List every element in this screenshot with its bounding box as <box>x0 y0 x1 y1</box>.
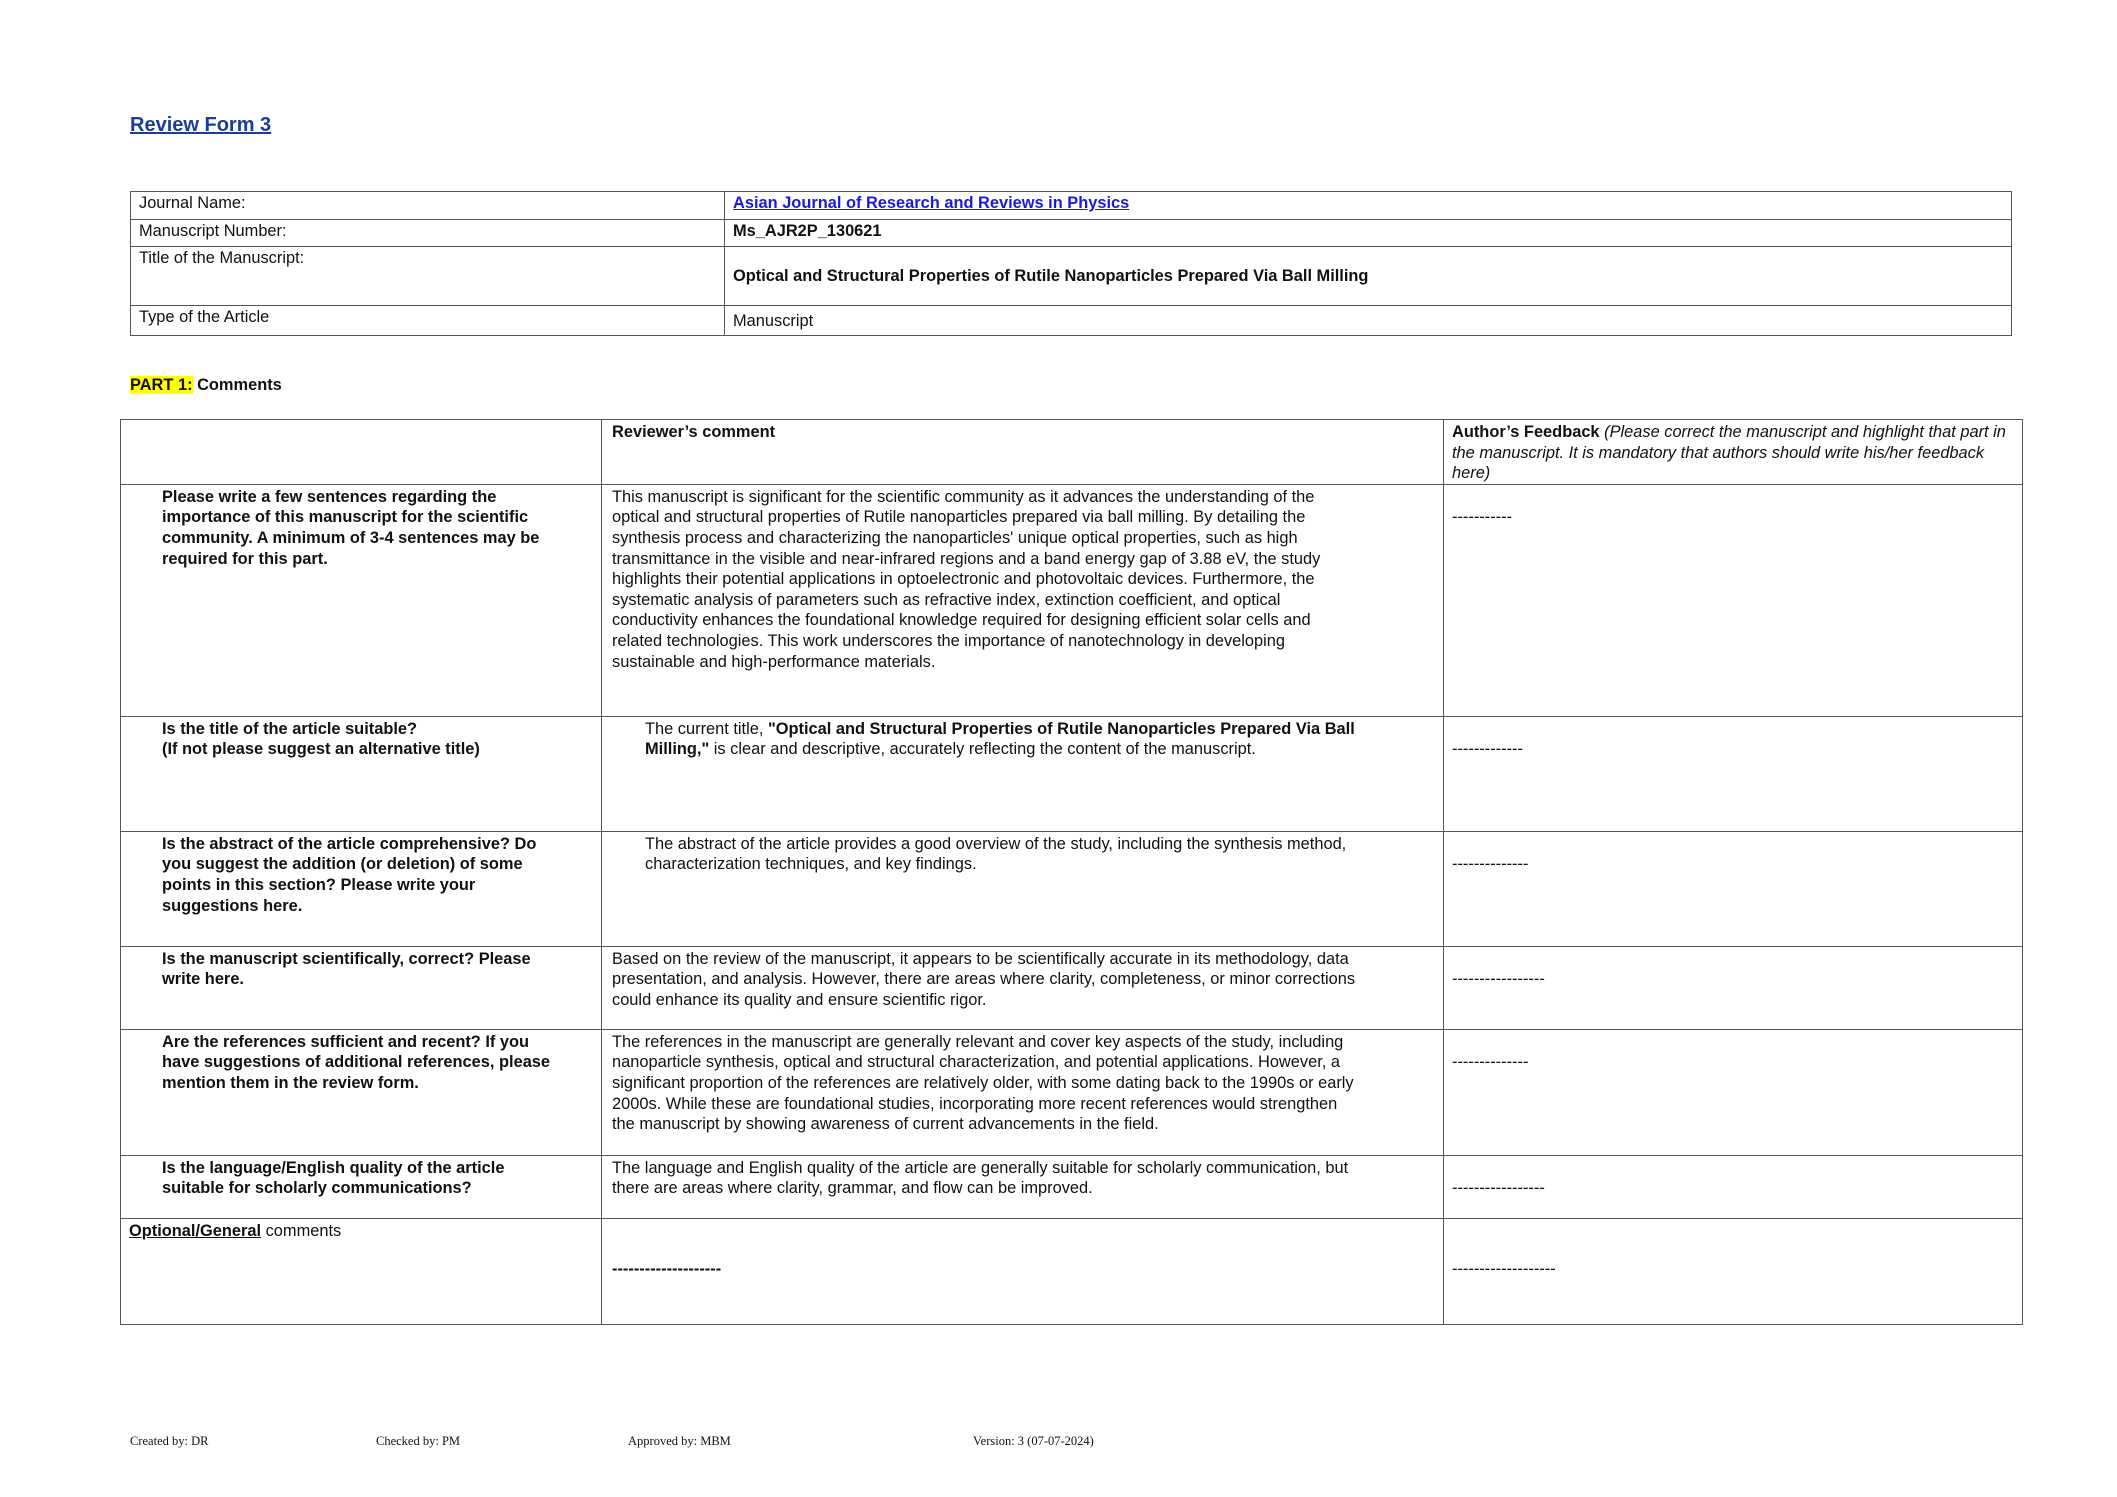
author-feedback[interactable]: -------------- <box>1444 831 2023 946</box>
review-comments-table <box>120 419 2023 1325</box>
optional-reviewer-comment[interactable]: -------------------- <box>602 1218 1444 1324</box>
optional-comments-label <box>121 1218 602 1324</box>
comment-text: The current title, <box>645 719 768 738</box>
author-feedback[interactable]: ------------- <box>1444 716 2023 831</box>
comments-label: comments <box>261 1221 342 1240</box>
comment-text: is clear and descriptive, accurately reflecting the content of the manuscript. <box>709 740 1256 759</box>
table-row-optional <box>121 1218 2023 1324</box>
journal-name-label: Journal Name: <box>131 192 725 220</box>
manuscript-number-value: Ms_AJR2P_130621 <box>725 220 2012 247</box>
footer-created-by: Created by: DR <box>130 1434 209 1448</box>
table-row <box>121 716 2023 831</box>
question: Is the language/English quality of the article suitable for scholarly communications? <box>121 1155 602 1218</box>
author-feedback[interactable]: ----------------- <box>1444 1155 2023 1218</box>
manuscript-number-label: Manuscript Number: <box>131 220 725 247</box>
reviewer-comment[interactable]: Based on the review of the manuscript, it appears to be scientifically accurate in its methodology, data presentation, and analysis. However, there are areas where clarity, completeness, or minor corrections could enhance its quality and ensure scientific rigor. <box>602 946 1444 1029</box>
reviewer-comment[interactable]: The abstract of the article provides a good overview of the study, including the synthesis method, characterization techniques, and key findings. <box>602 831 1444 946</box>
author-feedback-title: Author’s Feedback <box>1452 423 1600 441</box>
table-row <box>121 1029 2023 1155</box>
part1-heading <box>130 376 282 395</box>
footer-approved-by: Approved by: MBM <box>628 1434 731 1448</box>
journal-name-link[interactable]: Asian Journal of Research and Reviews in Physics <box>733 194 1130 212</box>
part1-label: Comments <box>192 376 282 394</box>
manuscript-info-table <box>130 191 2012 336</box>
manuscript-title-value: Optical and Structural Properties of Rutile Nanoparticles Prepared Via Ball Milling <box>725 247 2012 306</box>
article-type-value: Manuscript <box>725 306 2012 336</box>
question: Is the abstract of the article comprehensive? Do you suggest the addition (or deletion) of some points in this section? Please write your suggestions here. <box>121 831 602 946</box>
reviewer-comment[interactable]: This manuscript is significant for the scientific community as it advances the understanding of the optical and structural properties of Rutile nanoparticles prepared via ball milling. By detailing the synthesis process and characterizing the nanoparticles' unique optical properties, such as high transmittance in the visible and near-infrared regions and a band energy gap of 3.88 eV, the study highlights their potential applications in optoelectronic and photovoltaic devices. Furthermore, the systematic analysis of parameters such as refractive index, extinction coefficient, and optical conductivity enhances the foundational knowledge required for designing efficient solar cells and related technologies. This work underscores the importance of nanotechnology in developing sustainable and high-performance materials. <box>602 484 1444 716</box>
suggested-title-quote: "Optical and Structural Properties of Rutile Nanoparticles Prepared Via Ball Milling," <box>645 719 1355 759</box>
table-row <box>121 946 2023 1029</box>
table-row <box>121 484 2023 716</box>
table-row <box>121 831 2023 946</box>
optional-author-feedback[interactable]: ------------------- <box>1444 1218 2023 1324</box>
article-type-label: Type of the Article <box>131 306 725 336</box>
reviewer-comment[interactable]: The references in the manuscript are generally relevant and cover key aspects of the study, including nanoparticle synthesis, optical and structural characterization, and potential applications. However, a significant proportion of the references are relatively older, with some dating back to the 1990s or early 2000s. While these are foundational studies, incorporating more recent references would strengthen the manuscript by showing awareness of current advancements in the field. <box>602 1029 1444 1155</box>
reviewer-comment[interactable] <box>602 716 1444 831</box>
author-feedback-instructions: (Please correct the manuscript and highlight that part in the manuscript. It is mandatory that authors should write his/her feedback here) <box>1452 423 2006 483</box>
reviewer-comment-header: Reviewer’s comment <box>602 420 1444 485</box>
footer-checked-by: Checked by: PM <box>376 1434 461 1448</box>
author-feedback[interactable]: ----------------- <box>1444 946 2023 1029</box>
author-feedback-header <box>1444 420 2023 485</box>
footer-version: Version: 3 (07-07-2024) <box>973 1434 1094 1448</box>
manuscript-title-label: Title of the Manuscript: <box>131 247 725 306</box>
header-empty-cell <box>121 420 602 485</box>
question: Are the references sufficient and recent? If you have suggestions of additional references, please mention them in the review form. <box>121 1029 602 1155</box>
author-feedback[interactable]: ----------- <box>1444 484 2023 716</box>
author-feedback[interactable]: -------------- <box>1444 1029 2023 1155</box>
question: Is the manuscript scientifically, correct? Please write here. <box>121 946 602 1029</box>
part1-tag: PART 1: <box>130 376 193 394</box>
question: Please write a few sentences regarding the importance of this manuscript for the scientific community. A minimum of 3-4 sentences may be required for this part. <box>121 484 602 716</box>
question: Is the title of the article suitable? (If not please suggest an alternative title) <box>121 716 602 831</box>
form-title[interactable]: Review Form 3 <box>130 114 272 136</box>
reviewer-comment[interactable]: The language and English quality of the article are generally suitable for scholarly communication, but there are areas where clarity, grammar, and flow can be improved. <box>602 1155 1444 1218</box>
table-row <box>121 1155 2023 1218</box>
optional-general-label: Optional/General <box>129 1221 262 1240</box>
